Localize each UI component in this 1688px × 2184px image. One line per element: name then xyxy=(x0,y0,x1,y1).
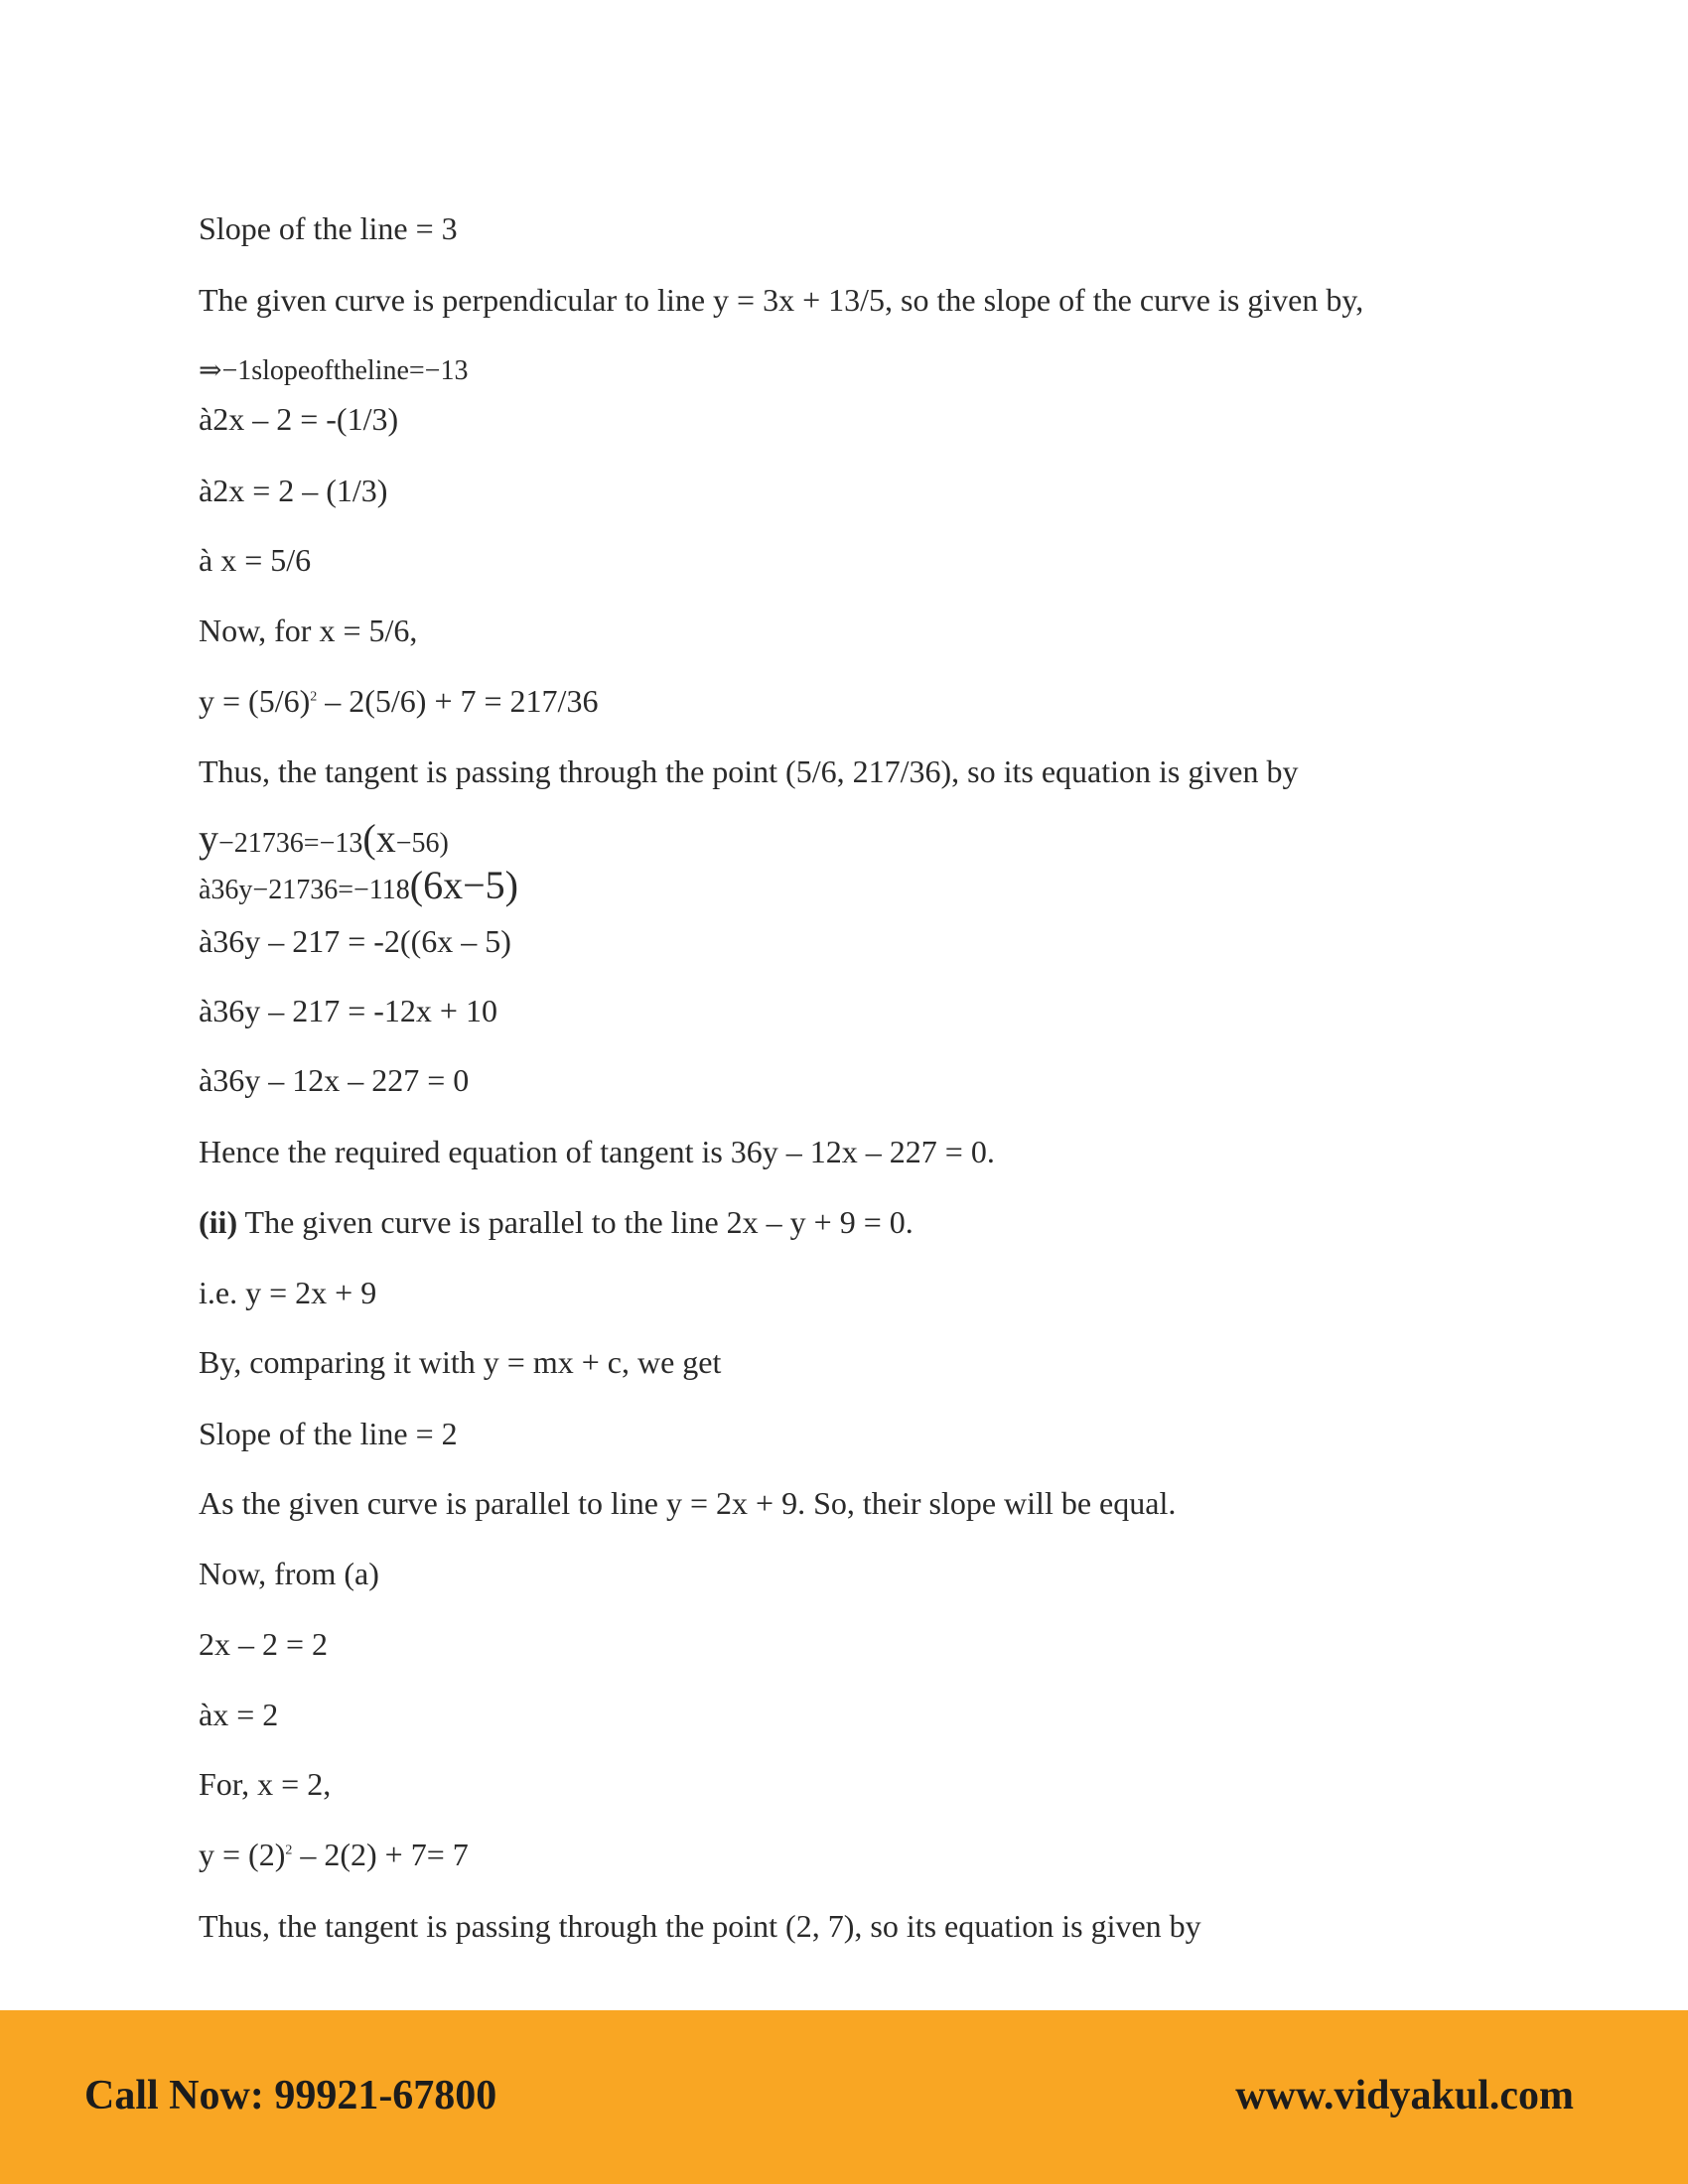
text-line: à36y – 12x – 227 = 0 xyxy=(199,1062,470,1098)
text-line: à2x = 2 – (1/3) xyxy=(199,473,388,508)
text-line: Hence the required equation of tangent is 36y – 12x – 227 = 0. xyxy=(199,1134,995,1169)
math-fragment: −56) xyxy=(395,828,449,859)
text-line: As the given curve is parallel to line y = 2x + 9. So, their slope will be equal. xyxy=(199,1485,1177,1521)
website-link[interactable]: www.vidyakul.com xyxy=(1235,2073,1574,2118)
text-line: Thus, the tangent is passing through the point (2, 7), so its equation is given by xyxy=(199,1908,1201,1944)
text-line: à36y – 217 = -12x + 10 xyxy=(199,993,497,1028)
footer-banner xyxy=(0,2010,1688,2184)
text-line: Now, for x = 5/6, xyxy=(199,613,418,648)
text-fragment: – 2(2) + 7= 7 xyxy=(292,1837,469,1872)
math-fragment: (x xyxy=(362,816,396,861)
text-line: à36y – 217 = -2((6x – 5) xyxy=(199,923,511,959)
math-fragment: y xyxy=(199,816,218,861)
text-fragment: – 2(5/6) + 7 = 217/36 xyxy=(317,683,599,719)
text-line xyxy=(199,681,598,721)
superscript: 2 xyxy=(310,689,318,705)
text-line: à2x – 2 = -(1/3) xyxy=(199,401,399,437)
math-fragment: (6x−5) xyxy=(409,863,518,907)
text-line xyxy=(199,1202,914,1242)
text-line: Thus, the tangent is passing through the point (5/6, 217/36), so its equation is given by xyxy=(199,753,1299,789)
superscript: 2 xyxy=(285,1843,293,1858)
text-line: i.e. y = 2x + 9 xyxy=(199,1275,377,1310)
text-line: The given curve is perpendicular to line y = 3x + 13/5, so the slope of the curve is given by, xyxy=(199,282,1364,318)
text-line: 2x – 2 = 2 xyxy=(199,1626,329,1662)
text-line: By, comparing it with y = mx + c, we get xyxy=(199,1344,722,1380)
math-line: ⇒−1slopeoftheline=−13 xyxy=(199,355,469,386)
text-fragment: y = (5/6) xyxy=(199,683,311,719)
text-line xyxy=(199,1835,469,1874)
text-line: àx = 2 xyxy=(199,1697,279,1732)
text-line: Slope of the line = 2 xyxy=(199,1416,458,1451)
text-line: For, x = 2, xyxy=(199,1766,332,1802)
math-line xyxy=(199,863,518,910)
text-fragment: The given curve is parallel to the line 2x – y + 9 = 0. xyxy=(237,1204,914,1240)
text-line: Slope of the line = 3 xyxy=(199,210,458,246)
text-line: à x = 5/6 xyxy=(199,542,312,578)
call-now-text: Call Now: 99921-67800 xyxy=(84,2073,497,2118)
math-line xyxy=(199,816,449,864)
math-fragment: −21736=−13 xyxy=(218,828,363,859)
part-label: (ii) xyxy=(199,1204,238,1240)
text-line: Now, from (a) xyxy=(199,1556,379,1591)
text-fragment: y = (2) xyxy=(199,1837,286,1872)
math-fragment: à36y−21736=−118 xyxy=(199,875,410,905)
